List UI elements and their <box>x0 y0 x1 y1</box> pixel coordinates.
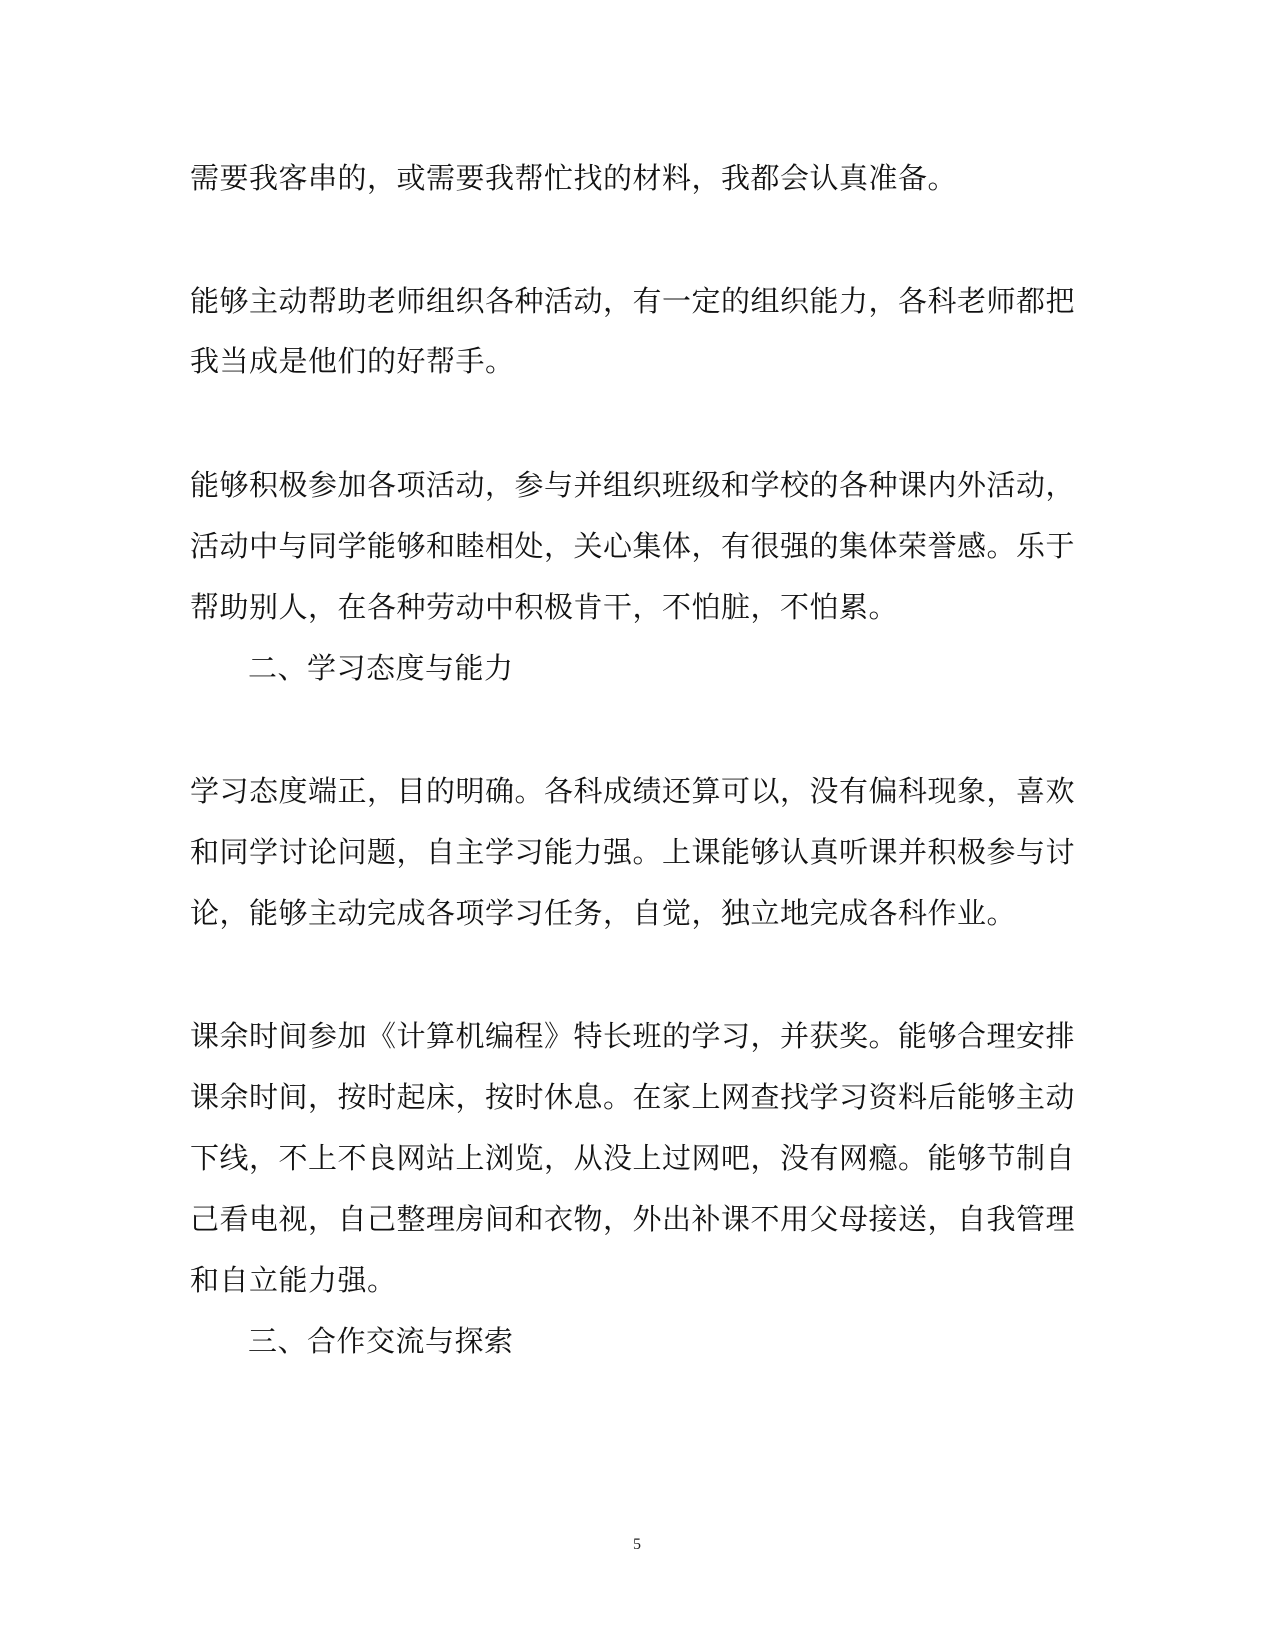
paragraph-line: 能够主动帮助老师组织各种活动，有一定的组织能力，各科老师都把 <box>190 284 1076 318</box>
section-heading: 二、学习态度与能力 <box>248 651 514 685</box>
paragraph-line: 能够积极参加各项活动，参与并组织班级和学校的各种课内外活动， <box>190 468 1076 502</box>
paragraph-line: 课余时间参加《计算机编程》特长班的学习，并获奖。能够合理安排 <box>190 1019 1076 1053</box>
paragraph-line: 和同学讨论问题，自主学习能力强。上课能够认真听课并积极参与讨 <box>190 835 1076 869</box>
paragraph-line: 下线，不上不良网站上浏览，从没上过网吧，没有网瘾。能够节制自 <box>190 1141 1076 1175</box>
paragraph-line: 我当成是他们的好帮手。 <box>190 344 515 378</box>
paragraph-line: 和自立能力强。 <box>190 1263 397 1297</box>
paragraph-line: 己看电视，自己整理房间和衣物，外出补课不用父母接送，自我管理 <box>190 1202 1076 1236</box>
page-number: 5 <box>633 1536 641 1553</box>
paragraph-line: 活动中与同学能够和睦相处，关心集体，有很强的集体荣誉感。乐于 <box>190 529 1076 563</box>
paragraph-line: 论，能够主动完成各项学习任务，自觉，独立地完成各科作业。 <box>190 896 1017 930</box>
paragraph-line: 帮助别人，在各种劳动中积极肯干，不怕脏，不怕累。 <box>190 590 899 624</box>
paragraph-line: 学习态度端正，目的明确。各科成绩还算可以，没有偏科现象，喜欢 <box>190 774 1076 808</box>
section-heading: 三、合作交流与探索 <box>248 1324 514 1358</box>
paragraph-line: 课余时间，按时起床，按时休息。在家上网查找学习资料后能够主动 <box>190 1080 1076 1114</box>
paragraph-line: 需要我客串的，或需要我帮忙找的材料，我都会认真准备。 <box>190 161 958 195</box>
